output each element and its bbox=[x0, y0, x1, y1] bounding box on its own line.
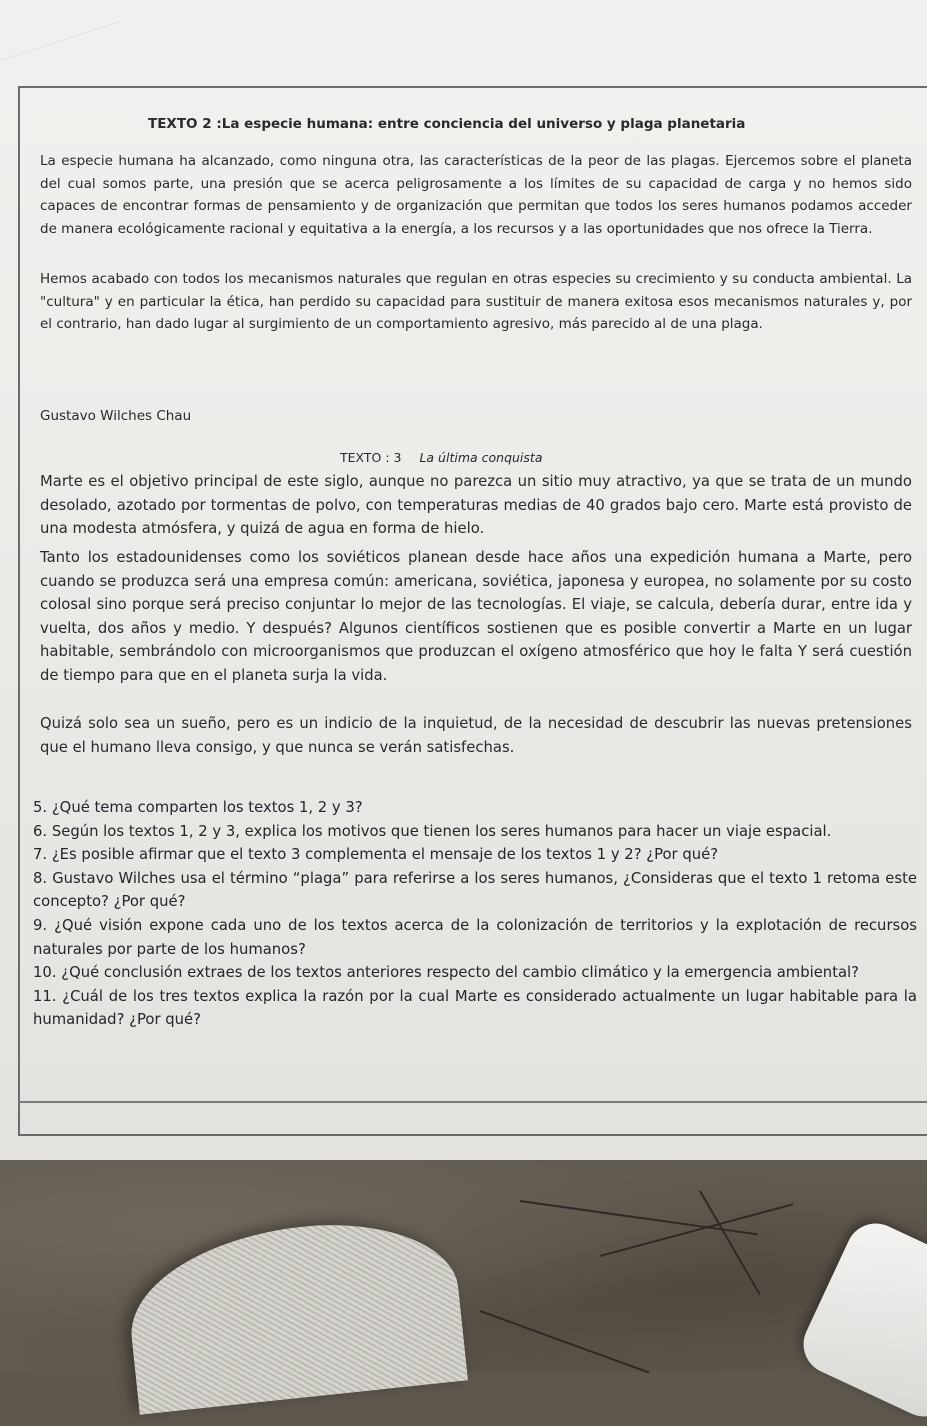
text2-title: TEXTO 2 :La especie humana: entre conciencia del universo y plaga planetaria bbox=[148, 116, 746, 132]
question-11: 11. ¿Cuál de los tres textos explica la razón por la cual Marte es considerado actualmente un lugar habitable para la humanidad? ¿Por qué? bbox=[33, 987, 917, 1029]
ground-crack bbox=[699, 1191, 761, 1296]
question-8: 8. Gustavo Wilches usa el término “plaga” para referirse a los seres humanos, ¿Consideras que el texto 1 retoma este concepto? ¿Por qué? bbox=[33, 869, 917, 911]
text3-heading bbox=[340, 450, 542, 465]
text2-paragraph-2: Hemos acabado con todos los mecanismos naturales que regulan en otras especies su crecimiento y su conducta ambiental. La "cultura" y en particular la ética, han perdido su capacidad para sustituir de manera exitosa esos mecanismos naturales y, por el contrario, han dado lugar al surgimiento de un comportamiento agresivo, más parecido al de una plaga. bbox=[40, 271, 912, 332]
question-9: 9. ¿Qué visión expone cada uno de los textos acerca de la colonización de territorios y la explotación de recursos naturales por parte de los humanos? bbox=[33, 916, 917, 958]
question-6: 6. Según los textos 1, 2 y 3, explica los motivos que tienen los seres humanos para hacer un viaje espacial. bbox=[33, 822, 832, 840]
ground-crack bbox=[480, 1310, 650, 1373]
text3-title: La última conquista bbox=[419, 450, 543, 465]
text3-label: TEXTO : 3 bbox=[340, 450, 402, 465]
ground-crack bbox=[600, 1203, 794, 1257]
paper-fold bbox=[0, 0, 120, 61]
author-name: Gustavo Wilches Chau bbox=[40, 408, 192, 424]
text3-paragraph-2: Tanto los estadounidenses como los soviéticos planean desde hace años una expedición humana a Marte, pero cuando se produzca será una empresa común: americana, soviética, japonesa y europea, no solamente por su costo colosal sino porque será preciso conjuntar lo mejor de las tecnologías. El viaje, se calcula, debería durar, entre ida y vuelta, dos años y medio. Y después? Algunos científicos sostienen que es posible convertir a Marte en un lugar habitable, sembrándolo con microorganismos que produzcan el oxígeno atmosférico que hoy le falta Y será cuestión de tiempo para que en el planeta surja la vida. bbox=[40, 549, 912, 684]
text3-paragraph-1: Marte es el objetivo principal de este siglo, aunque no parezca un sitio muy atractivo, ya que se trata de un mundo desolado, azotado por tormentas de polvo, con temperaturas medias de 40 grados bajo cero. Marte está provisto de una modesta atmósfera, y quizá de agua en forma de hielo. bbox=[40, 473, 912, 537]
question-10: 10. ¿Qué conclusión extraes de los textos anteriores respecto del cambio climático y la emergencia ambiental? bbox=[33, 964, 860, 982]
question-7: 7. ¿Es posible afirmar que el texto 3 complementa el mensaje de los textos 1 y 2? ¿Por qué? bbox=[33, 846, 719, 864]
answer-line bbox=[18, 1101, 927, 1103]
text3-paragraph-3: Quizá solo sea un sueño, pero es un indicio de la inquietud, de la necesidad de descubrir las nuevas pretensiones que el humano lleva consigo, y que nunca se verán satisfechas. bbox=[40, 715, 912, 756]
question-5: 5. ¿Qué tema comparten los textos 1, 2 y 3? bbox=[33, 799, 363, 816]
questions-list bbox=[33, 796, 917, 1032]
text2-paragraph-1: La especie humana ha alcanzado, como ninguna otra, las características de la peor de las plagas. Ejercemos sobre el planeta del cual somos parte, una presión que se acerca peligrosamente a los límites de su capacidad de carga y no hemos sido capaces de encontrar formas de pensamiento y de organización que permitan que todos los seres humanos podamos acceder de manera ecológicamente racional y equitativa a la energía, a los recursos y a las oportunidades que nos ofrece la Tierra. bbox=[40, 153, 912, 237]
